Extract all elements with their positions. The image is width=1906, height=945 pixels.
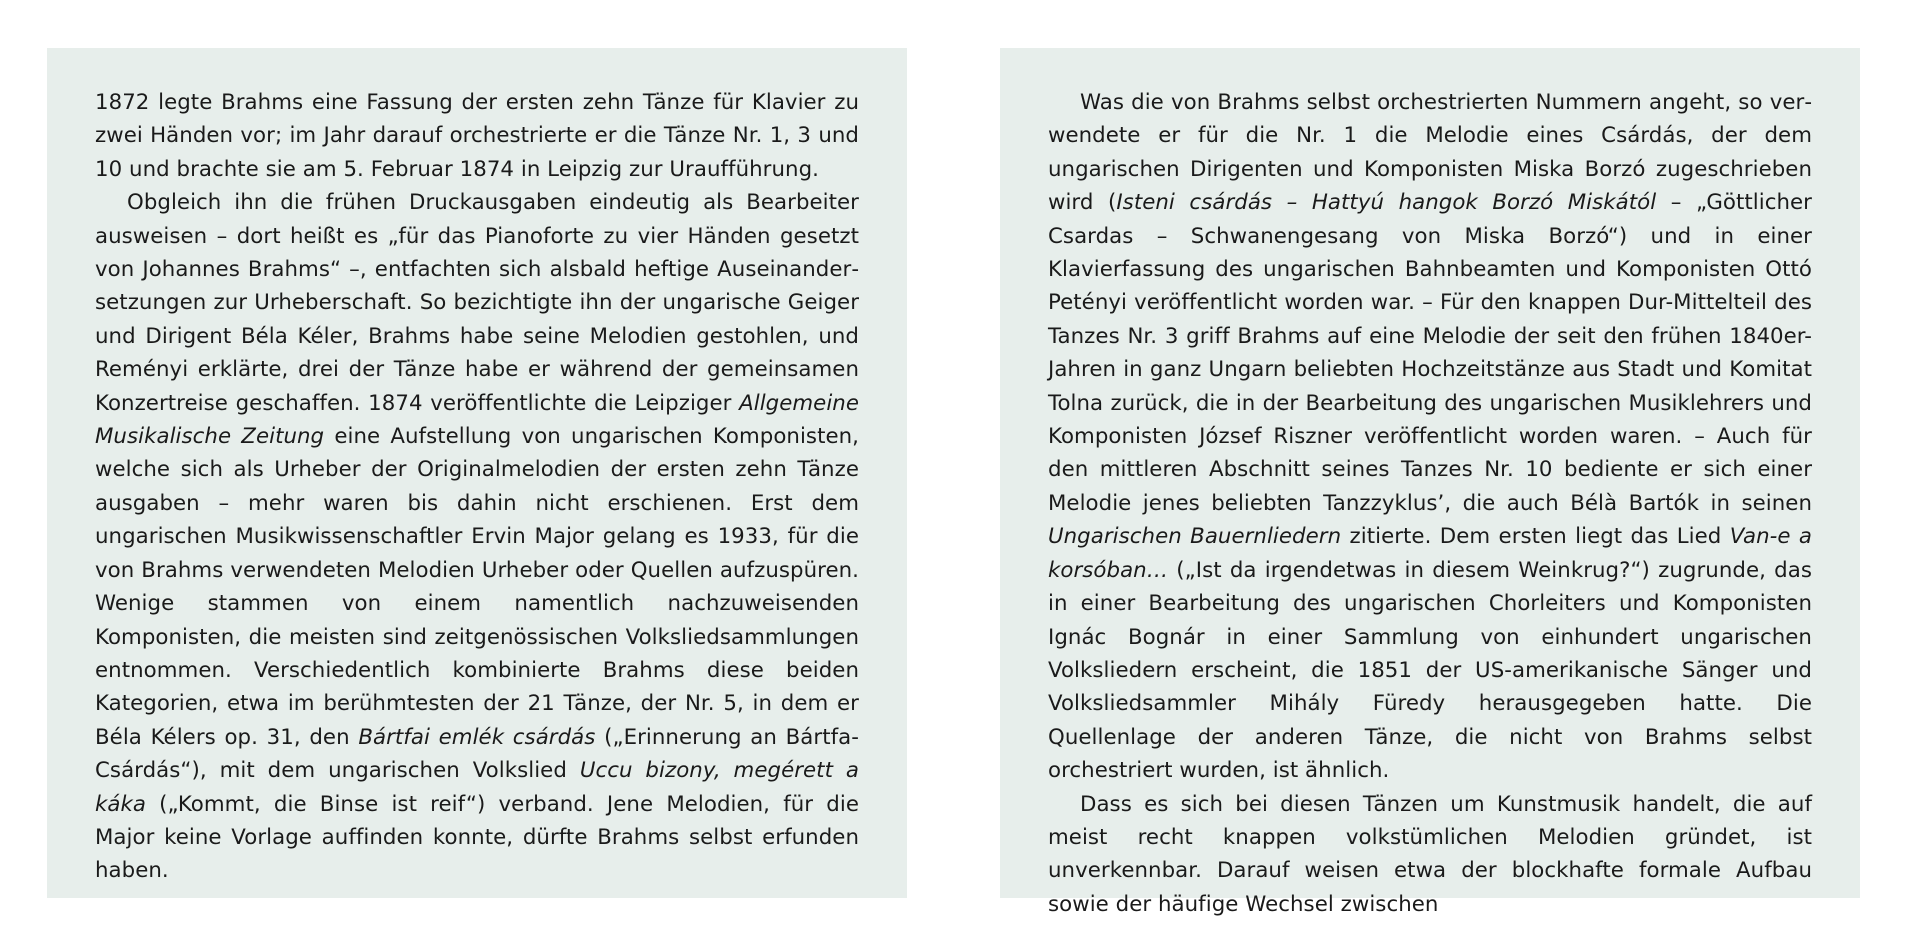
body-text: Dass es sich bei diesen Tänzen um Kunstmusik handelt, die auf meist recht knappen volkstümlichen Melodien gründet, ist unverkennbar. Darauf weisen etwa der blockhafte formale Aufbau sowie der häufige Wechsel zwischen [1048, 791, 1812, 917]
italic-title-text: Allgemeine Musikalische Zeitung [95, 390, 859, 450]
paragraph [1048, 86, 1812, 788]
italic-title-text: Isteni csárdás – Hattyú hangok Borzó Miskától [1116, 190, 1657, 216]
body-text: eine Aufstellung von ungarischen Komponisten, welche sich als Urheber der Originalmelodien der ersten zehn Tänze ausgaben – mehr waren bis dahin nicht erschienen. Erst dem ungarischen Musikwissenschaftler Ervin Major gelang es 1933, für die von Brahms verwendeten Melodien Urheber oder Quellen aufzuspüren. Wenige stammen von einem namentlich nachzuweisenden Komponisten, die meisten sind zeitgenössischen Volksliedsammlungen entnommen. Verschiedentlich kombinierte Brahms diese beiden Kategorien, etwa im berühmtesten der 21 Tänze, der Nr. 5, in dem er Béla Kélers op. 31, den [95, 424, 859, 750]
left-page [47, 48, 907, 898]
paragraph [1048, 788, 1812, 922]
paragraph [95, 86, 859, 186]
body-text: („Erinnerung an Bártfa-Csárdás“), mit dem ungarischen Volkslied [95, 724, 859, 784]
body-text: 1872 legte Brahms eine Fassung der ersten zehn Tänze für Klavier zu zwei Händen vor; im Jahr darauf orchestrierte er die Tänze Nr. 1, 3 und 10 und brachte sie am 5. Februar 1874 in Leipzig zur Uraufführung. [95, 90, 859, 182]
italic-title-text: Bártfai emlék csárdás [358, 724, 596, 750]
paragraph [95, 186, 859, 888]
italic-title-text: Ungarischen Bauernliedern [1048, 524, 1342, 550]
body-text: Was die von Brahms selbst orchestrierten Nummern angeht, so verwendete er für die Nr. 1 die Melodie eines Csárdás, der dem ungarischen Dirigenten und Komponisten Miska Borzó zugeschrieben wird ( [1048, 90, 1812, 216]
body-text: Obgleich ihn die frühen Druckausgaben eindeutig als Bearbeiter ausweisen – dort heißt es „für das Pianoforte zu vier Händen gesetzt von Johannes Brahms“ –, entfachten sich alsbald heftige Auseinandersetzungen zur Urheberschaft. So bezichtigte ihn der ungarische Geiger und Dirigent Béla Kéler, Brahms habe seine Melodien gestohlen, und Reményi erklärte, drei der Tänze habe er während der gemeinsamen Konzertreise geschaffen. 1874 veröffentlichte die Leipziger [95, 190, 859, 416]
body-text: („Kommt, die Binse ist reif“) verband. Jene Melodien, für die Major keine Vorlage auffinden konnte, dürfte Brahms selbst erfunden haben. [95, 791, 859, 884]
italic-title-text: Uccu bizony, megérett a káka [95, 758, 859, 817]
body-text: – „Göttlicher Csardas – Schwanengesang von Miska Borzó“) und in einer Klavierfassung des ungarischen Bahnbeamten und Komponisten Ottó Petényi veröffentlicht worden war. – Für den knappen Dur-Mittelteil des Tanzes Nr. 3 griff Brahms auf eine Melodie der seit den frühen 1840er-Jahren in ganz Ungarn beliebten Hochzeitstänze aus Stadt und Komitat Tolna zurück, die in der Bearbeitung des ungarischen Musiklehrers und Komponisten József Riszner veröffentlicht worden waren. – Auch für den mittleren Abschnitt seines Tanzes Nr. 10 bediente er sich einer Melodie jenes beliebten Tanzzyklus’, die auch Bélà Bartók in seinen [1048, 190, 1812, 516]
body-text: („Ist da irgendetwas in diesem Weinkrug?“) zugrunde, das in einer Bearbeitung des ungarischen Chorleiters und Komponisten Ignác Bognár in einer Sammlung von einhundert ungarischen Volksliedern erscheint, die 1851 der US-amerikanische Sänger und Volksliedsammler Mihály Füredy herausgegeben hatte. Die Quellenlage der anderen Tänze, die nicht von Brahms selbst orchestriert wurden, ist ähnlich. [1048, 557, 1812, 784]
body-text: zitierte. Dem ersten liegt das Lied [1341, 524, 1730, 550]
right-page [1000, 48, 1860, 917]
italic-title-text: Van-e a korsóban… [1048, 524, 1813, 583]
